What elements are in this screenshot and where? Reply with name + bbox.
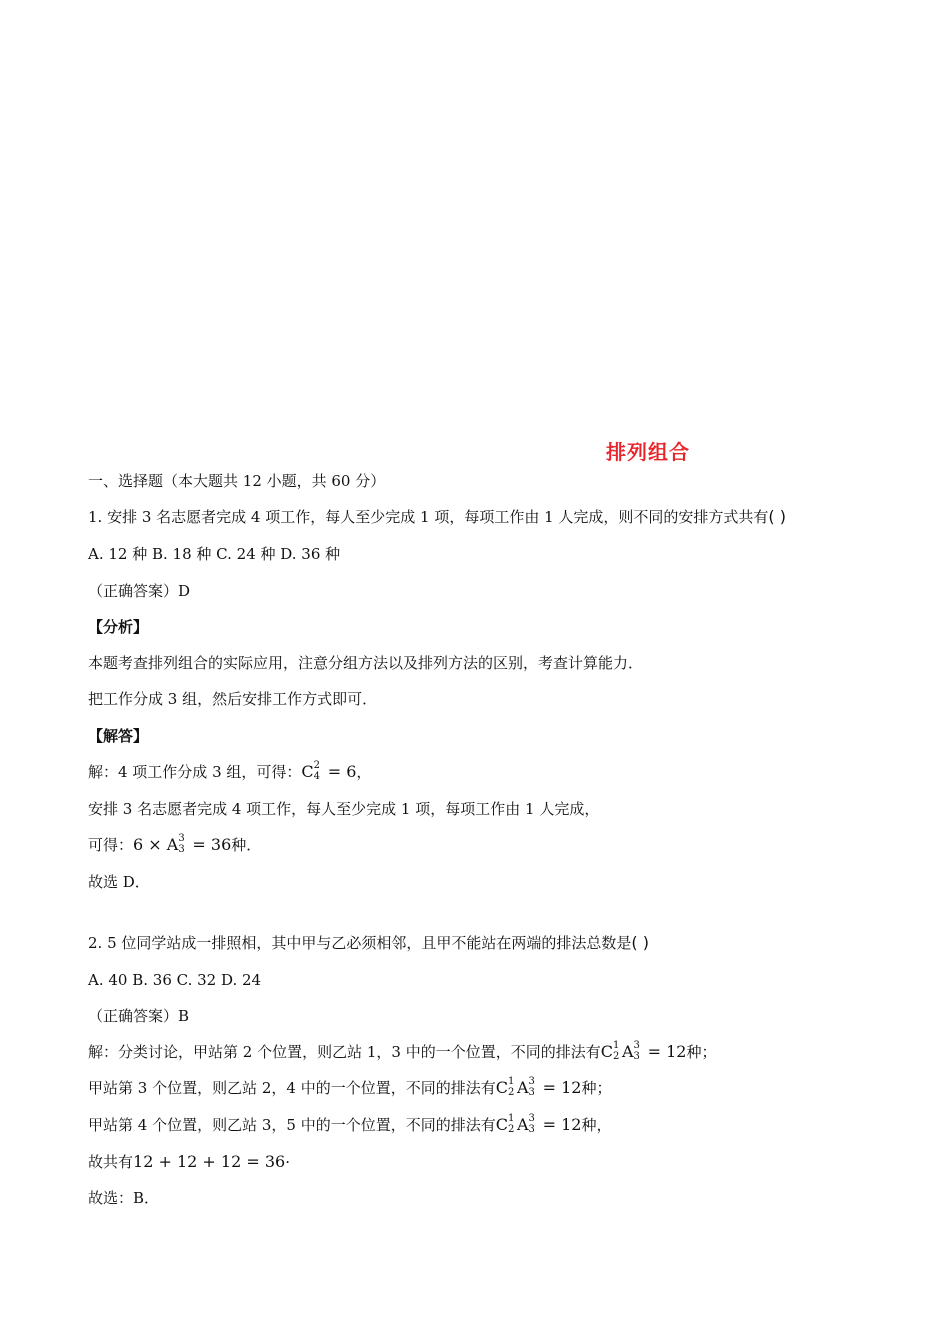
q2-sol3-pre: 甲站第 4 个位置，则乙站 3，5 中的一个位置，不同的排法有 bbox=[88, 1116, 496, 1134]
q2-sol1-pre: 解：分类讨论，甲站第 2 个位置，则乙站 1，3 中的一个位置，不同的排法有 bbox=[88, 1043, 601, 1061]
q2-solution-4 bbox=[88, 1152, 290, 1172]
q1-blank: ( ) bbox=[768, 507, 786, 526]
q2-sol4-post: · bbox=[285, 1153, 290, 1171]
q1-analysis-1: 本题考查排列组合的实际应用，注意分组方法以及排列方法的区别，考查计算能力． bbox=[88, 654, 644, 672]
q1-sol3-post: 种． bbox=[231, 836, 262, 854]
q2-sol4-math: 12 + 12 + 12 = 36 bbox=[133, 1152, 286, 1171]
q2-solution-2 bbox=[88, 1078, 612, 1098]
q2-sol2-math: C 1 2 A 3 3 = 12 bbox=[495, 1076, 582, 1098]
section-heading: 一、选择题（本大题共 12 小题，共 60 分） bbox=[88, 472, 386, 490]
q2-stem-text: 2. 5 位同学站成一排照相，其中甲与乙必须相邻，且甲不能站在两端的排法总数是 bbox=[88, 934, 632, 952]
q2-sol3-post: 种， bbox=[581, 1116, 612, 1134]
q1-sol3-pre: 可得： bbox=[88, 836, 134, 854]
q2-solution-1 bbox=[88, 1042, 717, 1062]
q2-conclusion: 故选：B． bbox=[88, 1189, 160, 1207]
q2-sol3-math: C 1 2 A 3 3 = 12 bbox=[495, 1113, 582, 1135]
q2-sol4-pre: 故共有 bbox=[88, 1153, 134, 1171]
q2-sol2-pre: 甲站第 3 个位置，则乙站 2，4 中的一个位置，不同的排法有 bbox=[88, 1079, 496, 1097]
q2-sol2-post: 种； bbox=[581, 1079, 612, 1097]
q2-sol1-post: 种； bbox=[686, 1043, 717, 1061]
q1-solution-1 bbox=[88, 762, 371, 782]
q1-conclusion: 故选 D． bbox=[88, 873, 150, 891]
q2-blank: ( ) bbox=[631, 933, 649, 952]
q1-stem-text: 1. 安排 3 名志愿者完成 4 项工作，每人至少完成 1 项，每项工作由 1 人完成，则不同的安排方式共有 bbox=[88, 508, 769, 526]
q1-sol3-math: 6 × A 3 3 = 36 bbox=[133, 833, 232, 855]
q1-analysis-2: 把工作分成 3 组，然后安排工作方式即可． bbox=[88, 690, 378, 708]
q1-solution-2: 安排 3 名志愿者完成 4 项工作，每人至少完成 1 项，每项工作由 1 人完成， bbox=[88, 800, 600, 818]
document-title: 排列组合 bbox=[606, 440, 690, 464]
q1-solution-label: 【解答】 bbox=[88, 727, 149, 745]
q1-sol1-post: ， bbox=[356, 763, 372, 781]
q1-solution-3 bbox=[88, 835, 261, 855]
q1-options: A. 12 种 B. 18 种 C. 24 种 D. 36 种 bbox=[88, 545, 341, 563]
q1-sol1-pre: 解：4 项工作分成 3 组，可得： bbox=[88, 763, 302, 781]
q2-stem bbox=[88, 933, 649, 953]
q1-analysis-label: 【分析】 bbox=[88, 618, 149, 636]
q2-sol1-math: C 1 2 A 3 3 = 12 bbox=[600, 1040, 687, 1062]
q2-solution-3 bbox=[88, 1115, 612, 1135]
q2-answer: （正确答案）B bbox=[88, 1007, 190, 1025]
q1-answer: （正确答案）D bbox=[88, 582, 191, 600]
q1-sol1-math: C 2 4 = 6 bbox=[301, 760, 357, 782]
q2-options: A. 40 B. 36 C. 32 D. 24 bbox=[88, 971, 262, 989]
q1-stem bbox=[88, 507, 786, 527]
